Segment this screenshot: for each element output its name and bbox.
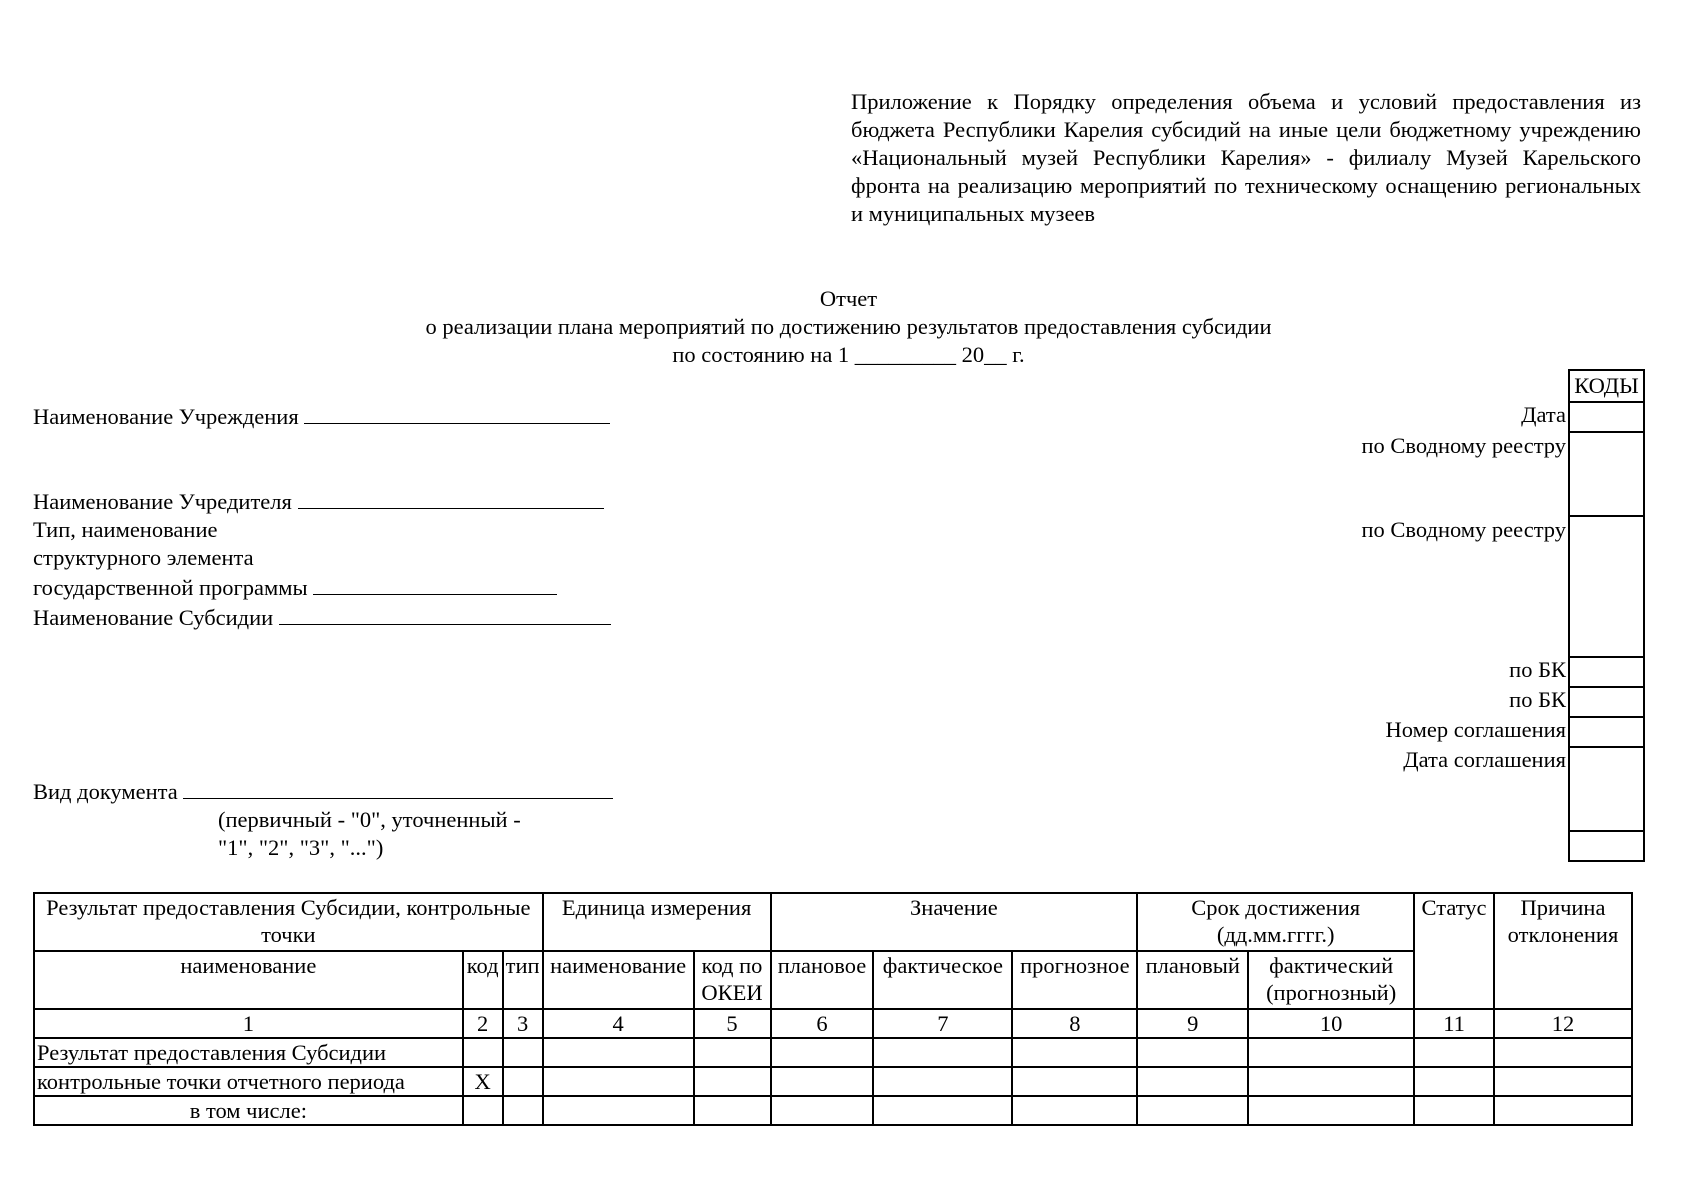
subheader-deadline-actual: фактический (прогнозный) (1248, 951, 1414, 1009)
cell[interactable] (543, 1096, 694, 1125)
col-number: 4 (543, 1009, 694, 1038)
codes-registry-cell-1[interactable] (1570, 431, 1643, 515)
cell[interactable] (1494, 1067, 1632, 1096)
subheader-type: тип (503, 951, 543, 1009)
codes-registry-label-2: по Сводному реестру (1361, 517, 1566, 542)
cell[interactable] (1414, 1096, 1494, 1125)
col-number: 1 (34, 1009, 463, 1038)
subheader-deadline-planned: плановый (1137, 951, 1248, 1009)
agreement-date-label: Дата соглашения (1403, 747, 1566, 772)
institution-field (33, 401, 610, 431)
col-number: 9 (1137, 1009, 1248, 1038)
subheader-name: наименование (34, 951, 463, 1009)
title-line-3: по состоянию на 1 _________ 20__ г. (672, 342, 1025, 367)
report-title (0, 285, 1697, 369)
header-deadline: Срок достижения (дд.мм.гггг.) (1137, 893, 1414, 951)
agreement-date-cell[interactable] (1570, 746, 1643, 830)
cell[interactable] (1137, 1096, 1248, 1125)
header-unit: Единица измерения (543, 893, 771, 951)
cell[interactable] (1248, 1038, 1414, 1067)
subheader-code: код (463, 951, 503, 1009)
table-row (34, 1067, 1632, 1096)
cell[interactable] (543, 1067, 694, 1096)
codes-bk-cell-1[interactable] (1570, 656, 1643, 686)
codes-bk-label-1: по БК (1509, 657, 1566, 682)
cell[interactable] (1494, 1096, 1632, 1125)
program-type-input-line[interactable] (313, 572, 557, 595)
cell[interactable] (771, 1067, 874, 1096)
codes-date-cell[interactable] (1570, 401, 1643, 431)
column-numbers-row (34, 1009, 1632, 1038)
agreement-number-label: Номер соглашения (1385, 717, 1566, 742)
cell[interactable] (503, 1067, 543, 1096)
appendix-note: Приложение к Порядку определения объема и условий предоставления из бюджета Республики Карелия субсидий на иные цели бюджетному учреждению «Национальный музей Республики Карелия» - филиалу Музей Карельского фронта на реализацию мероприятий по техническому оснащению региональных и муниципальных музеев (851, 89, 1641, 226)
title-line-1: Отчет (819, 286, 878, 311)
cell[interactable] (1137, 1038, 1248, 1067)
col-number: 3 (503, 1009, 543, 1038)
cell[interactable] (694, 1096, 771, 1125)
program-type-label-2: структурного элемента (33, 545, 254, 570)
table-row (34, 1038, 1632, 1067)
header-result: Результат предоставления Субсидии, контрольные точки (34, 893, 543, 951)
row-result-label: Результат предоставления Субсидии (34, 1038, 463, 1067)
cell[interactable] (1012, 1096, 1137, 1125)
institution-label: Наименование Учреждения (33, 404, 299, 429)
codes-bk-cell-2[interactable] (1570, 686, 1643, 716)
cell[interactable] (1414, 1067, 1494, 1096)
cell[interactable] (873, 1096, 1012, 1125)
doc-type-label: Вид документа (33, 779, 178, 804)
codes-box (1568, 369, 1645, 862)
subheader-unit-name: наименование (543, 951, 694, 1009)
subheader-actual: фактическое (873, 951, 1012, 1009)
cell[interactable] (694, 1067, 771, 1096)
row-checkpoints-code: X (463, 1067, 503, 1096)
header-status: Статус (1414, 893, 1494, 1009)
cell[interactable] (1248, 1096, 1414, 1125)
subheader-forecast: прогнозное (1012, 951, 1137, 1009)
program-type-label-1: Тип, наименование (33, 517, 218, 542)
doc-type-input-line[interactable] (183, 776, 613, 799)
cell[interactable] (1414, 1038, 1494, 1067)
subsidy-field (33, 602, 611, 632)
agreement-number-cell[interactable] (1570, 716, 1643, 746)
cell[interactable] (873, 1038, 1012, 1067)
col-number: 12 (1494, 1009, 1632, 1038)
title-line-2: о реализации плана мероприятий по достижению результатов предоставления субсидии (425, 314, 1272, 339)
cell[interactable] (873, 1067, 1012, 1096)
subheader-okei: код по ОКЕИ (694, 951, 771, 1009)
col-number: 7 (873, 1009, 1012, 1038)
founder-label: Наименование Учредителя (33, 489, 292, 514)
row-checkpoints-label: контрольные точки отчетного периода (34, 1067, 463, 1096)
col-number: 5 (694, 1009, 771, 1038)
cell[interactable] (1137, 1067, 1248, 1096)
codes-registry-cell-2[interactable] (1570, 515, 1643, 656)
col-number: 2 (463, 1009, 503, 1038)
institution-input-line[interactable] (304, 401, 610, 424)
codes-date-label: Дата (1521, 402, 1566, 427)
codes-bk-label-2: по БК (1509, 687, 1566, 712)
cell[interactable] (1494, 1038, 1632, 1067)
codes-extra-cell[interactable] (1570, 830, 1643, 860)
cell[interactable] (503, 1096, 543, 1125)
program-type-label-3: государственной программы (33, 575, 308, 600)
cell[interactable] (463, 1096, 503, 1125)
founder-input-line[interactable] (298, 486, 604, 509)
col-number: 8 (1012, 1009, 1137, 1038)
col-number: 11 (1414, 1009, 1494, 1038)
cell[interactable] (771, 1096, 874, 1125)
col-number: 10 (1248, 1009, 1414, 1038)
codes-registry-label-1: по Сводному реестру (1361, 433, 1566, 458)
subsidy-label: Наименование Субсидии (33, 605, 274, 630)
cell[interactable] (463, 1038, 503, 1067)
col-number: 6 (771, 1009, 874, 1038)
founder-field (33, 486, 604, 516)
cell[interactable] (1012, 1067, 1137, 1096)
table-row (34, 1096, 1632, 1125)
doc-type-field (33, 776, 613, 806)
doc-type-hint-2: "1", "2", "3", "...") (218, 835, 384, 860)
cell[interactable] (694, 1038, 771, 1067)
header-reason: Причина отклонения (1494, 893, 1632, 1009)
header-value: Значение (771, 893, 1138, 951)
doc-type-hint-1: (первичный - "0", уточненный - (218, 807, 521, 832)
cell[interactable] (1012, 1038, 1137, 1067)
cell[interactable] (771, 1038, 874, 1067)
subsidy-input-line[interactable] (279, 602, 611, 625)
row-including-label: в том числе: (34, 1096, 463, 1125)
cell[interactable] (1248, 1067, 1414, 1096)
cell[interactable] (503, 1038, 543, 1067)
subheader-planned: плановое (771, 951, 874, 1009)
cell[interactable] (543, 1038, 694, 1067)
codes-header: КОДЫ (1574, 373, 1639, 398)
plan-report-table (33, 892, 1633, 1126)
program-type-field (33, 572, 557, 602)
